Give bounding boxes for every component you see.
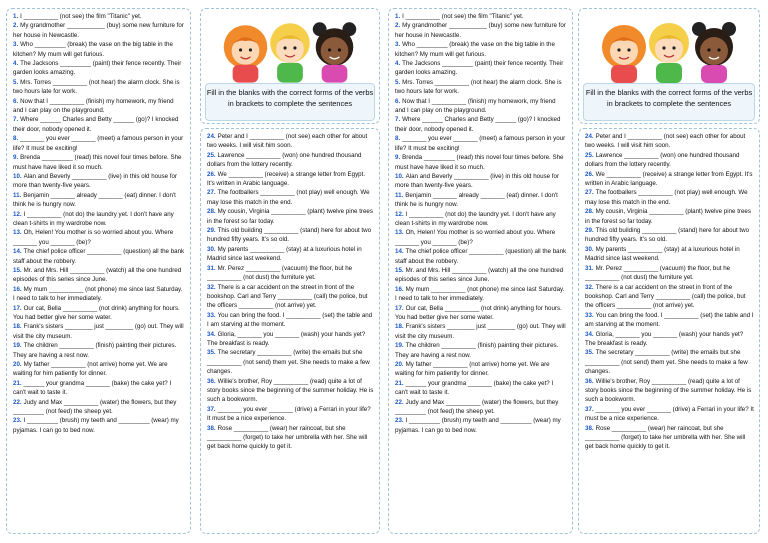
exercise-item	[395, 191, 567, 210]
item-number: 4.	[395, 60, 401, 68]
item-sentence: Now that I __________ (finish) my homework, my friend and I can play on the playground.	[13, 97, 174, 115]
item-number: 21.	[395, 379, 404, 387]
item-sentence: My father __________ (not arrive) home yet. We are waiting for him patiently for dinner.	[13, 361, 168, 378]
exercise-item	[395, 322, 567, 341]
item-number: 20.	[13, 361, 22, 369]
exercise-item	[207, 405, 374, 424]
item-sentence: The secretary __________ (write) the emails but she __________ (not send) them yet. She needs to make a few changes.	[585, 349, 748, 376]
right-items-panel-copy	[578, 128, 760, 534]
item-number: 25.	[585, 151, 594, 159]
item-number: 34.	[207, 330, 216, 338]
item-sentence: Alan and Beverly __________ (live) in this old house for more than twenty-five years.	[395, 172, 560, 190]
item-number: 9.	[13, 154, 19, 162]
item-number: 36.	[207, 377, 216, 385]
exercise-item	[585, 226, 754, 245]
left-items-panel	[6, 8, 191, 534]
item-number: 26.	[585, 170, 594, 178]
item-sentence: I __________ (not see) the film "Titanic" yet.	[20, 13, 142, 20]
exercise-item	[585, 207, 754, 226]
item-sentence: Mrs. Torres __________ (not hear) the alarm clock. She is two hours late for work.	[395, 78, 562, 96]
item-sentence: Lawrence __________ (won) one hundred thousand dollars from the lottery recently.	[207, 151, 362, 169]
exercise-item	[395, 78, 567, 97]
item-sentence: _______ you ever _______ (meet) a famous person in your life? It must be exciting!	[13, 135, 184, 152]
exercise-item	[395, 115, 567, 134]
item-sentence: Mr. Perez __________ (vacuum) the floor, but he __________ (not dust) the furniture yet.	[207, 264, 353, 282]
instruction-header-copy	[578, 8, 760, 124]
item-number: 34.	[585, 330, 594, 338]
exercise-item	[395, 153, 567, 172]
exercise-item	[13, 115, 185, 134]
item-sentence: My father __________ (not arrive) home yet. We are waiting for him patiently for dinner.	[395, 361, 550, 378]
item-sentence: My grandmother ___________ (buy) some new furniture for her house in Newcastle.	[13, 22, 184, 39]
item-sentence: Oh, Helen! You mother is so worried about you. Where _______ you _______ (be)?	[13, 229, 174, 246]
item-sentence: My parents __________ (stay) at a luxurious hotel in Madrid since last weekend.	[585, 245, 740, 263]
exercise-item	[13, 210, 185, 229]
item-number: 38.	[585, 424, 594, 432]
item-sentence: I _________ (brush) my teeth and _________ (wear) my pyjamas. I can go to bed now.	[13, 417, 179, 434]
item-number: 20.	[395, 361, 404, 369]
item-sentence: Alan and Beverly __________ (live) in this old house for more than twenty-five years.	[13, 172, 178, 190]
children-illustration-icon	[201, 13, 379, 83]
exercise-item	[585, 264, 754, 283]
exercise-item	[395, 341, 567, 360]
exercise-item	[585, 348, 754, 376]
exercise-item	[207, 377, 374, 405]
exercise-item	[13, 341, 185, 360]
exercise-item	[585, 151, 754, 170]
exercise-item	[585, 245, 754, 264]
item-number: 23.	[13, 417, 22, 425]
exercise-item	[585, 405, 754, 424]
item-number: 7.	[13, 116, 19, 124]
item-sentence: The children __________ (finish) painting their pictures. They are having a rest now.	[395, 342, 559, 359]
item-number: 2.	[395, 22, 401, 30]
item-sentence: Mr. and Mrs. Hill __________ (watch) all the one hundred episodes of this series since June.	[13, 266, 182, 284]
exercise-item	[207, 264, 374, 283]
item-number: 26.	[207, 170, 216, 178]
item-sentence: The children __________ (finish) painting their pictures. They are having a rest now.	[13, 342, 177, 359]
exercise-item	[13, 416, 185, 435]
exercise-item	[13, 134, 185, 153]
exercise-item	[207, 330, 374, 349]
item-list	[7, 9, 190, 435]
item-number: 29.	[585, 227, 594, 235]
left-items-panel-copy	[388, 8, 573, 534]
exercise-item	[395, 304, 567, 323]
exercise-item	[13, 228, 185, 247]
item-number: 32.	[585, 283, 594, 291]
item-number: 28.	[585, 208, 594, 216]
item-number: 37.	[207, 405, 216, 413]
item-sentence: Judy and Max __________ (water) the flowers, but they _________ (not feed) the sheep yet.	[395, 398, 559, 416]
item-number: 19.	[13, 342, 22, 350]
item-number: 9.	[395, 154, 401, 162]
item-number: 3.	[395, 41, 401, 49]
exercise-item	[13, 59, 185, 78]
item-sentence: The chief police officer __________ (question) all the bank staff about the robbery.	[13, 248, 185, 265]
exercise-item	[585, 377, 754, 405]
item-number: 35.	[585, 349, 594, 357]
exercise-item	[13, 21, 185, 40]
exercise-item	[395, 59, 567, 78]
item-number: 36.	[585, 377, 594, 385]
item-sentence: Mrs. Torres __________ (not hear) the alarm clock. She is two hours late for work.	[13, 78, 180, 96]
item-number: 10.	[13, 172, 22, 180]
item-number: 1.	[395, 13, 401, 20]
item-list	[389, 9, 572, 435]
exercise-item	[585, 188, 754, 207]
item-number: 14.	[13, 248, 22, 256]
item-sentence: Rose __________ (wear) her raincoat, but she __________ (forget) to take her umbrella with her. She will get back home quickly to get it.	[207, 424, 368, 451]
item-number: 29.	[207, 227, 216, 235]
exercise-item	[13, 78, 185, 97]
item-number: 12.	[395, 210, 404, 218]
item-sentence: My cousin, Virginia __________ (plant) twelve pine trees in the forest so far today.	[207, 208, 373, 225]
item-list	[579, 129, 759, 452]
item-sentence: Willie's brother, Roy __________ (read) quite a lot of story books since the beginning of the summer holiday. He is such a bookworm.	[207, 377, 374, 404]
exercise-item	[395, 285, 567, 304]
exercise-item	[395, 379, 567, 398]
item-sentence: My mum __________ (not phone) me since last Saturday. I need to talk to her immediately.	[395, 285, 565, 303]
item-sentence: Who _________ (break) the vase on the big table in the kitchen? My mum will get furious.	[395, 41, 555, 58]
item-sentence: There is a car accident on the street in front of the bookshop. Carl and Terry __________ (call) the police, but the officers __________ (not arrive) yet.	[585, 283, 746, 310]
item-number: 14.	[395, 248, 404, 256]
item-number: 12.	[13, 210, 22, 218]
item-sentence: I __________ (not do) the laundry yet. I don't have any clean t-shirts in my wardrobe now.	[13, 210, 174, 227]
item-sentence: My cousin, Virginia __________ (plant) twelve pine trees in the forest so far today.	[585, 208, 751, 225]
exercise-item	[207, 226, 374, 245]
exercise-item	[13, 153, 185, 172]
item-sentence: The footballers __________ (not play) well enough. We may lose this match in the end.	[585, 189, 748, 206]
item-sentence: The Jacksons _________ (paint) their fence recently. Their garden looks amazing.	[13, 60, 182, 77]
children-illustration-icon	[579, 13, 759, 83]
exercise-item	[395, 416, 567, 435]
instruction-text: Fill in the blanks with the correct forms of the verbs in brackets to complete the sentences	[583, 83, 755, 121]
item-sentence: Gloria, _______ you _______ (wash) your hands yet? The breakfast is ready.	[207, 330, 366, 347]
exercise-item	[585, 311, 754, 330]
item-sentence: This old building __________ (stand) here for about two hundred fifty years. It's so old.	[207, 227, 372, 244]
exercise-item	[13, 266, 185, 285]
item-number: 17.	[13, 304, 22, 312]
exercise-item	[207, 245, 374, 264]
exercise-item	[585, 330, 754, 349]
item-sentence: We __________ (receive) a strange letter from Egypt. It's written in Arabic language.	[585, 170, 753, 188]
item-sentence: Mr. Perez __________ (vacuum) the floor, but he __________ (not dust) the furniture yet.	[585, 264, 731, 282]
exercise-item	[13, 360, 185, 379]
item-number: 13.	[395, 229, 404, 237]
instruction-text: Fill in the blanks with the correct forms of the verbs in brackets to complete the sentences	[205, 83, 375, 121]
item-sentence: The Jacksons _________ (paint) their fence recently. Their garden looks amazing.	[395, 60, 564, 77]
item-sentence: The secretary __________ (write) the emails but she __________ (not send) them yet. She needs to make a few changes.	[207, 349, 370, 376]
exercise-item	[13, 97, 185, 116]
item-sentence: Now that I __________ (finish) my homework, my friend and I can play on the playground.	[395, 97, 556, 115]
item-sentence: Peter and I __________ (not see) each other for about two weeks. I will visit him soon.	[585, 133, 746, 150]
exercise-item	[395, 97, 567, 116]
item-sentence: Our cat, Bella __________ (not drink) anything for hours. You had better give her some water.	[13, 304, 180, 321]
exercise-item	[13, 398, 185, 417]
exercise-item	[585, 283, 754, 311]
item-sentence: I __________ (not do) the laundry yet. I don't have any clean t-shirts in my wardrobe now.	[395, 210, 556, 227]
item-number: 37.	[585, 405, 594, 413]
exercise-item	[395, 247, 567, 266]
item-sentence: Who _________ (break) the vase on the big table in the kitchen? My mum will get furious.	[13, 41, 173, 58]
instruction-header	[200, 8, 380, 124]
item-number: 5.	[13, 78, 19, 86]
item-sentence: My mum __________ (not phone) me since last Saturday. I need to talk to her immediately.	[13, 285, 183, 303]
exercise-item	[395, 398, 567, 417]
item-sentence: _______ you ever _______ (drive) a Ferrari in your life? It must be a nice experience.	[207, 405, 371, 423]
exercise-item	[585, 132, 754, 151]
item-number: 11.	[13, 191, 22, 199]
exercise-item	[207, 283, 374, 311]
item-sentence: Gloria, _______ you _______ (wash) your hands yet? The breakfast is ready.	[585, 330, 744, 347]
item-number: 25.	[207, 151, 216, 159]
item-number: 10.	[395, 172, 404, 180]
item-number: 22.	[13, 398, 22, 406]
item-sentence: Mr. and Mrs. Hill __________ (watch) all the one hundred episodes of this series since June.	[395, 266, 564, 284]
right-items-panel	[200, 128, 380, 534]
item-sentence: Benjamin _______ already _______ (eat) dinner. I don't think he is hungry now.	[13, 191, 176, 209]
item-sentence: My parents __________ (stay) at a luxurious hotel in Madrid since last weekend.	[207, 245, 362, 263]
item-sentence: You can bring the food. I __________ (set) the table and I am starving at the moment.	[585, 311, 754, 329]
item-number: 6.	[13, 97, 19, 105]
item-number: 8.	[13, 135, 19, 143]
item-number: 7.	[395, 116, 401, 124]
item-number: 17.	[395, 304, 404, 312]
item-sentence: _______ you ever _______ (meet) a famous person in your life? It must be exciting!	[395, 135, 566, 152]
item-sentence: We __________ (receive) a strange letter from Egypt. It's written in Arabic language.	[207, 170, 366, 188]
item-sentence: Peter and I __________ (not see) each other for about two weeks. I will visit him soon.	[207, 133, 368, 150]
exercise-item	[207, 207, 374, 226]
item-sentence: Rose __________ (wear) her raincoat, but she __________ (forget) to take her umbrella with her. She will get back home quickly to get it.	[585, 424, 746, 451]
item-sentence: _______ you ever _______ (drive) a Ferrari in your life? It must be a nice experience.	[585, 405, 754, 423]
item-number: 5.	[395, 78, 401, 86]
item-sentence: Oh, Helen! You mother is so worried about you. Where _______ you _______ (be)?	[395, 229, 556, 246]
exercise-item	[395, 210, 567, 229]
exercise-item	[13, 285, 185, 304]
exercise-item	[207, 424, 374, 452]
item-sentence: Willie's brother, Roy __________ (read) quite a lot of story books since the beginning of the summer holiday. He is such a bookworm.	[585, 377, 752, 404]
exercise-item	[585, 424, 754, 452]
exercise-item	[13, 247, 185, 266]
item-number: 11.	[395, 191, 404, 199]
item-number: 18.	[13, 323, 22, 331]
item-number: 22.	[395, 398, 404, 406]
item-number: 3.	[13, 41, 19, 49]
item-sentence: You can bring the food. I __________ (set) the table and I am starving at the moment.	[207, 311, 373, 329]
item-number: 28.	[207, 208, 216, 216]
item-number: 30.	[207, 245, 216, 253]
item-number: 15.	[13, 266, 22, 274]
exercise-item	[207, 151, 374, 170]
exercise-item	[13, 172, 185, 191]
item-sentence: The footballers __________ (not play) well enough. We may lose this match in the end.	[207, 189, 370, 206]
exercise-item	[207, 132, 374, 151]
exercise-item	[207, 348, 374, 376]
item-sentence: There is a car accident on the street in front of the bookshop. Carl and Terry __________ (call) the police, but the officers __________ (not arrive) yet.	[207, 283, 368, 310]
exercise-item	[585, 170, 754, 189]
item-sentence: Where ______ Charles and Betty ______ (go)? I knocked their door, nobody opened it.	[13, 116, 179, 133]
item-sentence: My grandmother ___________ (buy) some new furniture for her house in Newcastle.	[395, 22, 566, 39]
item-number: 27.	[207, 189, 216, 197]
item-number: 27.	[585, 189, 594, 197]
item-number: 24.	[585, 133, 594, 140]
item-number: 8.	[395, 135, 401, 143]
exercise-item	[395, 172, 567, 191]
item-number: 32.	[207, 283, 216, 291]
exercise-item	[395, 134, 567, 153]
item-number: 31.	[207, 264, 216, 272]
item-sentence: I __________ (not see) the film "Titanic" yet.	[402, 13, 524, 20]
item-number: 15.	[395, 266, 404, 274]
exercise-item	[207, 188, 374, 207]
item-number: 1.	[13, 13, 19, 20]
exercise-item	[13, 304, 185, 323]
item-number: 4.	[13, 60, 19, 68]
item-sentence: Brenda _________ (read) this novel four times before. She must have have liked it so much.	[13, 154, 182, 171]
item-number: 35.	[207, 349, 216, 357]
item-list	[201, 129, 379, 452]
item-number: 33.	[585, 311, 594, 319]
item-sentence: Lawrence __________ (won) one hundred thousand dollars from the lottery recently.	[585, 151, 740, 169]
exercise-item	[13, 379, 185, 398]
item-number: 21.	[13, 379, 22, 387]
item-sentence: Frank's sisters ________ just ________ (go) out. They will visit the city museum.	[395, 323, 566, 340]
exercise-item	[13, 322, 185, 341]
item-number: 16.	[13, 285, 22, 293]
item-number: 38.	[207, 424, 216, 432]
item-number: 16.	[395, 285, 404, 293]
exercise-item	[13, 40, 185, 59]
item-number: 23.	[395, 417, 404, 425]
item-sentence: Brenda _________ (read) this novel four times before. She must have have liked it so much.	[395, 154, 564, 171]
exercise-item	[395, 228, 567, 247]
exercise-item	[395, 360, 567, 379]
item-number: 30.	[585, 245, 594, 253]
exercise-item	[395, 266, 567, 285]
exercise-item	[395, 40, 567, 59]
exercise-item	[13, 12, 185, 21]
item-number: 31.	[585, 264, 594, 272]
exercise-item	[207, 170, 374, 189]
item-sentence: The chief police officer __________ (question) all the bank staff about the robbery.	[395, 248, 567, 265]
item-sentence: Frank's sisters ________ just ________ (go) out. They will visit the city museum.	[13, 323, 184, 340]
item-number: 18.	[395, 323, 404, 331]
exercise-item	[207, 311, 374, 330]
exercise-item	[13, 191, 185, 210]
exercise-item	[395, 12, 567, 21]
item-number: 33.	[207, 311, 216, 319]
item-number: 2.	[13, 22, 19, 30]
item-sentence: This old building __________ (stand) here for about two hundred fifty years. It's so old.	[585, 227, 750, 244]
item-number: 24.	[207, 133, 216, 140]
item-sentence: Our cat, Bella __________ (not drink) anything for hours. You had better give her some water.	[395, 304, 562, 321]
item-sentence: I _________ (brush) my teeth and _________ (wear) my pyjamas. I can go to bed now.	[395, 417, 561, 434]
exercise-item	[395, 21, 567, 40]
item-sentence: Judy and Max __________ (water) the flowers, but they _________ (not feed) the sheep yet.	[13, 398, 177, 416]
item-sentence: Benjamin _______ already _______ (eat) dinner. I don't think he is hungry now.	[395, 191, 558, 209]
item-sentence: ______ your grandma _______ (bake) the cake yet? I can't wait to taste it.	[395, 379, 554, 397]
item-sentence: Where ______ Charles and Betty ______ (go)? I knocked their door, nobody opened it.	[395, 116, 561, 133]
item-number: 19.	[395, 342, 404, 350]
item-number: 13.	[13, 229, 22, 237]
item-number: 6.	[395, 97, 401, 105]
item-sentence: ______ your grandma _______ (bake) the cake yet? I can't wait to taste it.	[13, 379, 172, 397]
